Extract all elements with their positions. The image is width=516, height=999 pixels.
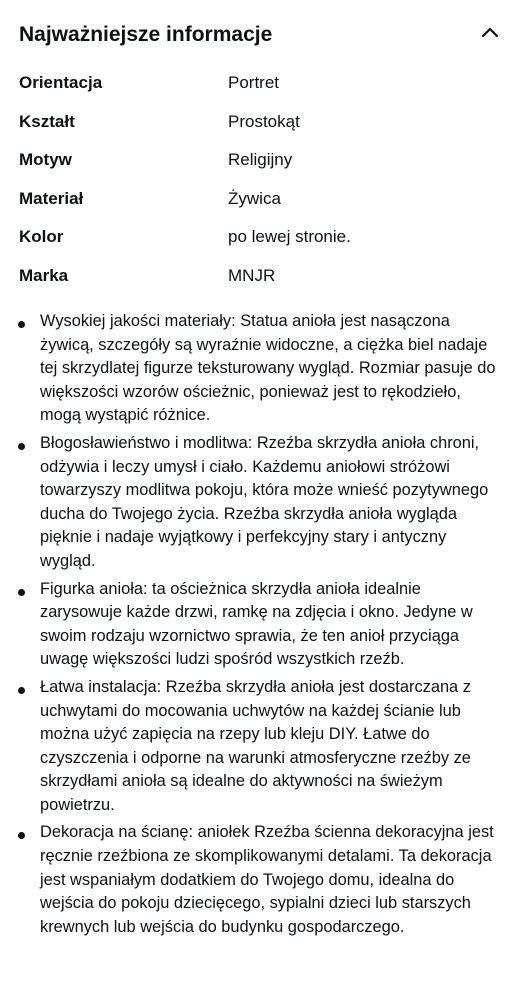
attribute-label: Orientacja [19, 73, 103, 92]
attribute-row-orientation [19, 64, 499, 103]
bullet-icon [18, 687, 25, 694]
feature-bullet-item [0, 578, 516, 672]
attribute-row-brand [19, 257, 499, 296]
attribute-row-theme [19, 141, 499, 180]
attribute-label: Materiał [19, 188, 84, 208]
feature-bullet-item [0, 432, 516, 574]
attribute-row-color [19, 218, 499, 257]
attribute-value: Religijny [228, 150, 293, 170]
feature-bullet-text: Wysokiej jakości materiały: Statua anioła jest nasączona żywicą, szczegóły są wyraźnie widoczne, a ciężka biel nadaje tej skrzydlatej figurze teksturowany wygląd. Rozmiar pasuje do większości wzorów ościeżnic, ponieważ jest to rękodzieło, mogą wystąpić różnice. [40, 312, 496, 425]
attribute-row-material [19, 180, 499, 219]
attribute-value: MNJR [228, 265, 276, 285]
feature-bullet-item [0, 676, 516, 818]
bullet-icon [18, 832, 25, 839]
attribute-value: Żywica [228, 188, 281, 208]
chevron-up-icon [480, 25, 500, 39]
attribute-value: po lewej stronie. [228, 227, 351, 247]
attribute-label: Marka [19, 265, 69, 285]
attribute-value: Prostokąt [228, 111, 300, 131]
section-title: Najważniejsze informacje [19, 23, 273, 46]
feature-bullet-list [0, 310, 516, 943]
bullet-icon [18, 321, 25, 328]
feature-bullet-text: Błogosławieństwo i modlitwa: Rzeźba skrzydła anioła chroni, odżywia i leczy umysł i ciało. Każdemu aniołowi stróżowi towarzyszy modlitwa pokoju, która może wnieść pozytywnego ducha do Twojego życia. Rzeźba skrzydła anioła wygląda pięknie i nadaje wyjątkowy i perfekcyjny stary i antyczny wygląd. [40, 433, 489, 570]
attribute-label: Kolor [19, 227, 64, 247]
attribute-row-shape [19, 103, 499, 142]
collapse-button[interactable] [476, 18, 504, 46]
attributes-table [19, 64, 499, 296]
attribute-value: Portret [228, 73, 280, 92]
feature-bullet-text: Figurka anioła: ta ościeżnica skrzydła anioła idealnie zarysowuje każde drzwi, ramkę na zdjęcia i okno. Jedyne w swoim rodzaju wzornictwo sprawia, że ten anioł przyciąga uwagę większości ludzi spośród wszystkich rzeźb. [40, 579, 473, 669]
feature-bullet-item [0, 821, 516, 939]
bullet-icon [18, 443, 25, 450]
attribute-label: Kształt [19, 111, 75, 131]
bullet-icon [18, 589, 25, 596]
section-header[interactable] [0, 0, 516, 68]
feature-bullet-item [0, 310, 516, 428]
feature-bullet-text: Łatwa instalacja: Rzeźba skrzydła anioła jest dostarczana z uchwytami do mocowania uchwytów na każdej ścianie lub można użyć zapięcia na rzepy lub kleju DIY. Łatwe do czyszczenia i odporne na warunki atmosferyczne rzeźby ze skrzydłami anioła są idealne do aktywności na świeżym powietrzu. [40, 677, 471, 814]
feature-bullet-text: Dekoracja na ścianę: aniołek Rzeźba ścienna dekoracyjna jest ręcznie rzeźbiona ze skomplikowanymi detalami. Ta dekoracja jest wspaniałym dodatkiem do Twojego domu, idealna do wejścia do pokoju dziecięcego, sypialni dzieci lub starszych krewnych lub wejścia do budynku gospodarczego. [40, 823, 494, 936]
attribute-label: Motyw [19, 150, 72, 170]
